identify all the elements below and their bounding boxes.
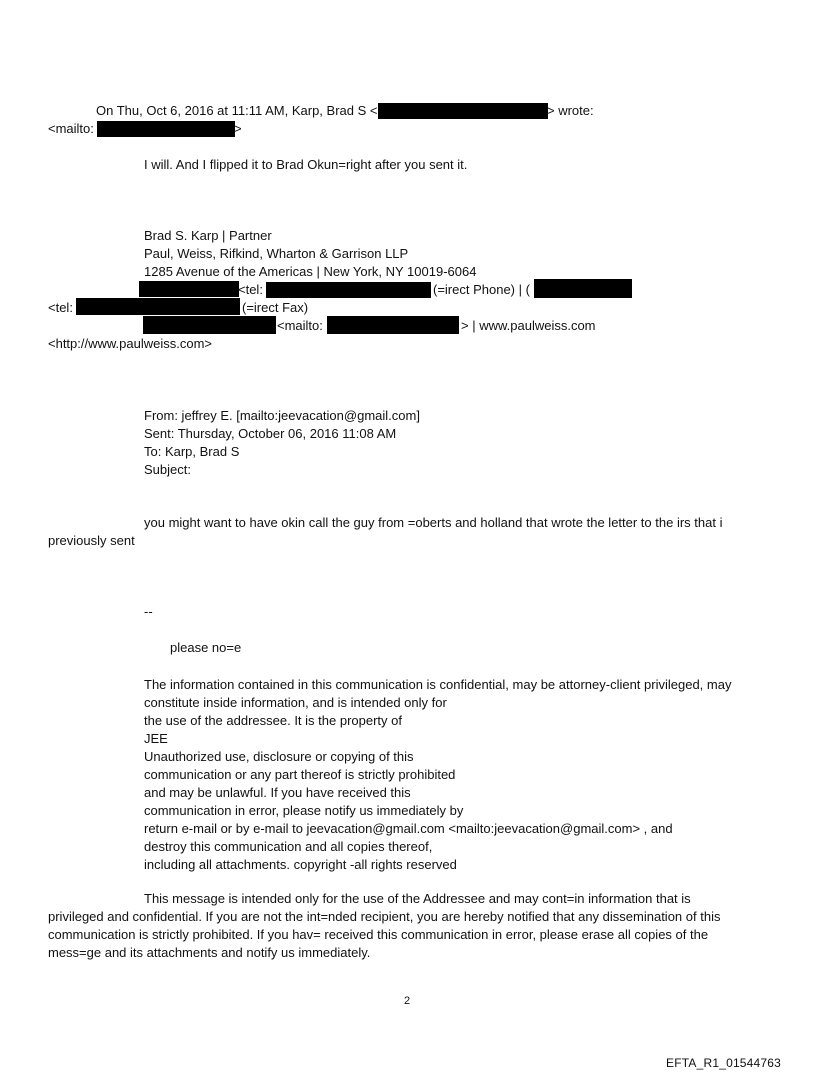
please-note: please no=e [170, 640, 242, 655]
separator: -- [144, 604, 153, 619]
redaction-box [534, 279, 632, 298]
signature-website[interactable]: > | www.paulweiss.com [461, 318, 596, 333]
reply-body: I will. And I flipped it to Brad Okun=right after you sent it. [144, 157, 468, 172]
disclaimer-line: destroy this communication and all copies thereof, [144, 839, 433, 854]
disclaimer-line: JEE [144, 731, 168, 746]
signature-phone-label: (=irect Phone) | ( [433, 282, 530, 297]
signature-phone-tel: <tel: [238, 282, 263, 297]
signature-fax-tel: <tel: [48, 300, 73, 315]
redaction-box [139, 281, 239, 297]
forwarded-from: From: jeffrey E. [mailto:jeevacation@gmail.com] [144, 408, 420, 423]
notice-line: This message is intended only for the use of the Addressee and may cont=in information that is [144, 891, 691, 906]
signature-fax-label: (=irect Fax) [242, 300, 309, 315]
header-line1-suffix: > wrote: [547, 103, 594, 118]
forwarded-body-line1: you might want to have okin call the guy from =oberts and holland that wrote the letter to the irs that i [144, 515, 723, 530]
header-line2-suffix: > [234, 121, 242, 136]
disclaimer-line: Unauthorized use, disclosure or copying of this [144, 749, 414, 764]
notice-line: mess=ge and its attachments and notify us immediately. [48, 945, 371, 960]
disclaimer-line: communication in error, please notify us immediately by [144, 803, 464, 818]
disclaimer-line: The information contained in this communication is confidential, may be attorney-client privileged, may [144, 677, 732, 692]
redaction-box [327, 316, 459, 334]
redaction-box [97, 121, 235, 137]
disclaimer-line: return e-mail or by e-mail to jeevacation@gmail.com <mailto:jeevacation@gmail.com> , and [144, 821, 673, 836]
signature-address: 1285 Avenue of the Americas | New York, NY 10019-6064 [144, 264, 477, 279]
notice-line: privileged and confidential. If you are not the int=nded recipient, you are hereby notified that any dissemination of this [48, 909, 721, 924]
signature-name: Brad S. Karp | Partner [144, 228, 272, 243]
page-number: 2 [404, 995, 411, 1007]
redaction-box [378, 103, 548, 119]
header-line2-prefix: <mailto: [48, 121, 94, 136]
forwarded-sent: Sent: Thursday, October 06, 2016 11:08 AM [144, 426, 397, 441]
disclaimer-line: constitute inside information, and is intended only for [144, 695, 447, 710]
redaction-box [266, 282, 431, 298]
disclaimer-line: including all attachments. copyright -all rights reserved [144, 857, 457, 872]
forwarded-body-line2: previously sent [48, 533, 135, 548]
signature-website-link[interactable]: <http://www.paulweiss.com> [48, 336, 213, 351]
forwarded-to: To: Karp, Brad S [144, 444, 240, 459]
document-id: EFTA_R1_01544763 [666, 1056, 782, 1070]
disclaimer-line: communication or any part thereof is strictly prohibited [144, 767, 456, 782]
header-line1-prefix: On Thu, Oct 6, 2016 at 11:11 AM, Karp, Brad S < [96, 103, 378, 118]
forwarded-subject: Subject: [144, 462, 191, 477]
redaction-box [76, 298, 240, 315]
redaction-box [143, 316, 276, 334]
signature-firm: Paul, Weiss, Rifkind, Wharton & Garrison LLP [144, 246, 409, 261]
notice-line: communication is strictly prohibited. If you hav= received this communication in error, please erase all copies of the [48, 927, 709, 942]
signature-email-mailto: <mailto: [277, 318, 323, 333]
disclaimer-line: the use of the addressee. It is the property of [144, 713, 402, 728]
disclaimer-line: and may be unlawful. If you have received this [144, 785, 411, 800]
